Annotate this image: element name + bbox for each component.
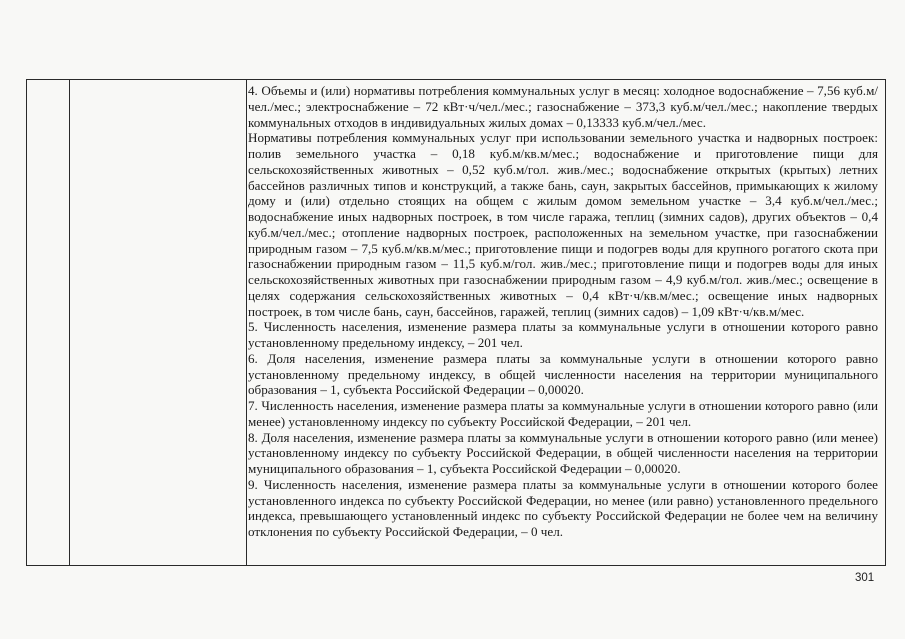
paragraph-item-8: 8. Доля населения, изменение размера платы за коммунальные услуги в отношении которого равно (или менее) установленному индексу по субъекту Российской Федерации, в общей численности населения на территории муниципального образования – 1, субъекта Российской Федерации – 0,00020. (248, 429, 878, 476)
paragraph-item-5: 5. Численность населения, изменение размера платы за коммунальные услуги в отношении которого равно установленному предельному индексу, – 201 чел. (248, 319, 878, 350)
paragraph-item-4: 4. Объемы и (или) нормативы потребления коммунальных услуг в месяц: холодное водоснабжение – 7,56 куб.м/чел./мес.; электроснабжение – 72 кВт·ч/чел./мес.; газоснабжение – 373,3 куб.м/чел./мес.; накопление твердых коммунальных отходов в индивидуальных жилых домах – 0,13333 куб.м/чел./мес. (248, 83, 878, 130)
table-cell-content (248, 83, 878, 540)
paragraph-item-7: 7. Численность населения, изменение размера платы за коммунальные услуги в отношении которого равно (или менее) установленному индексу по субъекту Российской Федерации, – 201 чел. (248, 398, 878, 429)
page-number: 301 (855, 572, 875, 584)
paragraph-consumption-norms: Нормативы потребления коммунальных услуг при использовании земельного участка и надворных построек: полив земельного участка – 0,18 куб.м/кв.м/мес.; водоснабжение и приготовление пищи для сельскохозяйственных животных – 0,52 куб.м/гол. жив./мес.; водоснабжение открытых (крытых) летних бассейнов различных типов и конструкций, а также бань, саун, закрытых бассейнов, примыкающих к жилому дому и (или) отдельно стоящих на общем с жилым домом земельном участке – 3,4 куб.м/чел./мес.; водоснабжение иных надворных построек, в том числе гаража, теплиц (зимних садов), других объектов – 0,4 куб.м/чел./мес.; отопление надворных построек, расположенных на земельном участке, при газоснабжении природным газом – 7,5 куб.м/кв.м/мес.; приготовление пищи и подогрев воды для крупного рогатого скота при газоснабжении природным газом – 11,5 куб.м/гол. жив./мес.; приготовление пищи и подогрев воды для иных сельскохозяйственных животных при газоснабжении природным газом – 4,9 куб.м/гол. жив./мес.; освещение в целях содержания сельскохозяйственных животных – 0,4 кВт·ч/кв.м/мес.; освещение иных надворных построек, в том числе бань, саун, бассейнов, гаражей, теплиц (зимних садов) – 1,09 кВт·ч/кв.м/мес. (248, 130, 878, 319)
table-column-divider (69, 80, 70, 565)
table-column-divider (246, 80, 247, 565)
paragraph-item-6: 6. Доля населения, изменение размера платы за коммунальные услуги в отношении которого равно установленному предельному индексу, в общей численности населения на территории муниципального образования – 1, субъекта Российской Федерации – 0,00020. (248, 350, 878, 398)
document-table (26, 79, 886, 566)
paragraph-item-9: 9. Численность населения, изменение размера платы за коммунальные услуги в отношении которого более установленного индекса по субъекту Российской Федерации, но менее (или равно) установленного предельного индекса, превышающего установленный индекс по субъекту Российской Федерации не более чем на величину отклонения по субъекту Российской Федерации, – 0 чел. (248, 476, 878, 539)
